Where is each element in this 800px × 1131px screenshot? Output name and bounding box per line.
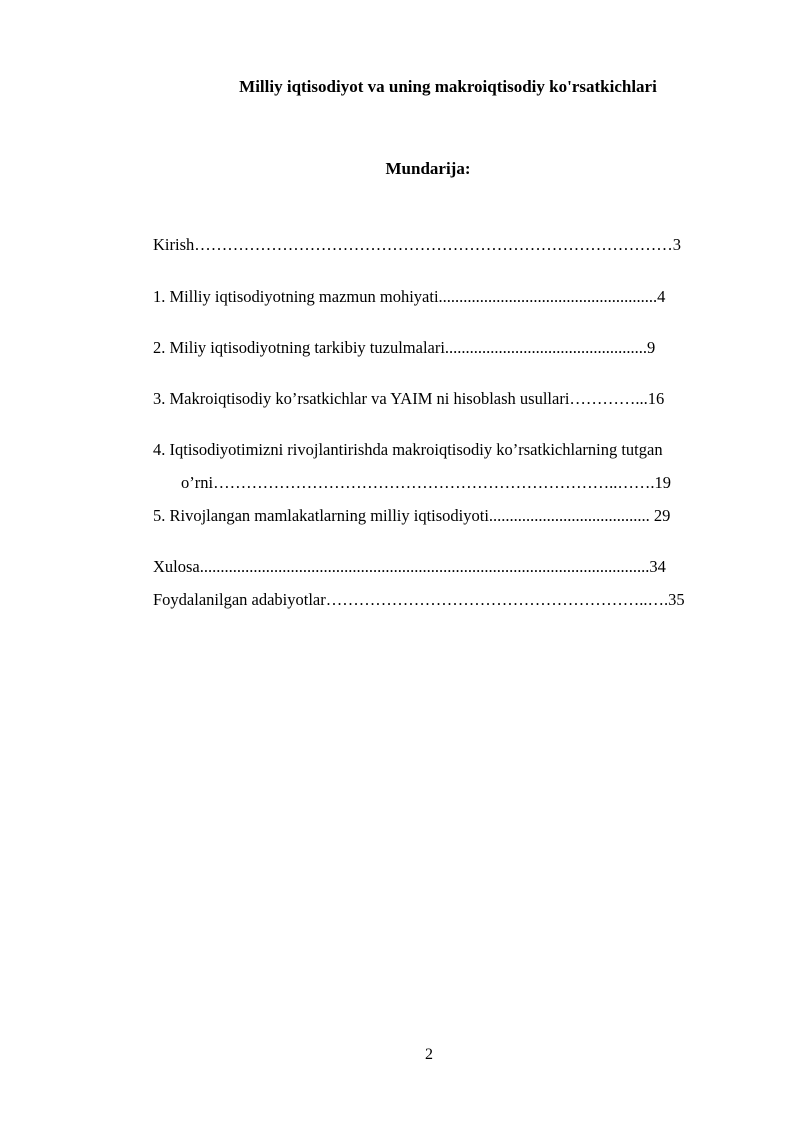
toc-heading: Mundarija: (385, 159, 471, 178)
toc-entry-4: 4. Iqtisodiyotimizni rivojlantirishda makroiqtisodiy ko’rsatkichlarning tutgan (153, 440, 663, 459)
toc-entry-conclusion: Xulosa.............................................................................................................34 (153, 557, 666, 576)
toc-entry-5: 5. Rivojlangan mamlakatlarning milliy iqtisodiyoti....................................... 29 (153, 506, 671, 525)
page-number: 2 (425, 1046, 433, 1063)
toc-entry-2: 2. Miliy iqtisodiyotning tarkibiy tuzulmalari.................................................9 (153, 338, 656, 357)
document-title: Milliy iqtisodiyot va uning makroiqtisodiy ko'rsatkichlari (239, 77, 657, 96)
toc-entry-introduction: Kirish……………………………………………………………………………3 (153, 235, 681, 254)
toc-entry-4-continuation: o’rni………………………………………………………………..…….19 (181, 473, 671, 492)
toc-entry-1: 1. Milliy iqtisodiyotning mazmun mohiyati.....................................................4 (153, 287, 666, 306)
toc-entry-references: Foydalanilgan adabiyotlar…………………………………………………..….35 (153, 590, 685, 609)
toc-entry-3: 3. Makroiqtisodiy ko’rsatkichlar va YAIM ni hisoblash usullari…………...16 (153, 389, 665, 408)
